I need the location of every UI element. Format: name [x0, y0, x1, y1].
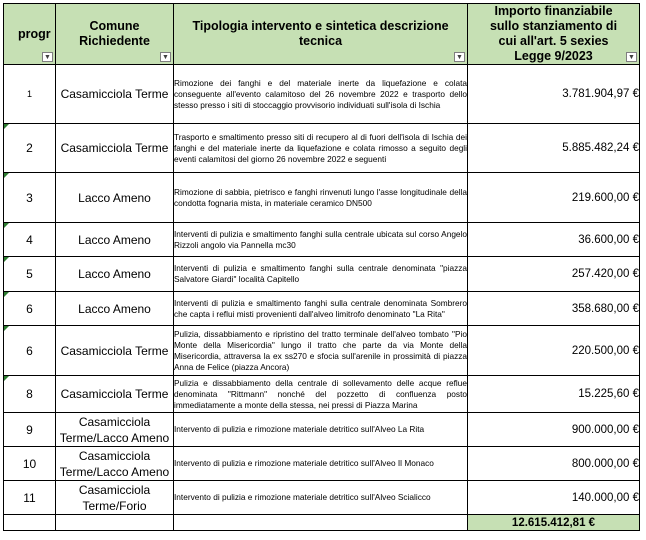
dropdown-arrow-icon[interactable]: ▼ — [160, 52, 171, 62]
importo-cell: 257.420,00 € — [468, 257, 640, 292]
progr-text: 2 — [26, 141, 33, 155]
desc-text: Interventi di pulizia e smaltimento fanghi sulla centrale denominata Sombrero che capta i reflui misti provenienti dall'alveo limitrofo denominato "La Rita" — [174, 297, 467, 319]
importo-cell: 219.600,00 € — [468, 173, 640, 223]
total-row — [4, 515, 640, 531]
comune-cell: Casamicciola Terme — [56, 376, 174, 413]
desc-text: Rimozione di sabbia, pietrisco e fanghi rinvenuti lungo l'asse longitudinale della condotta fognaria mista, in materiale ceramico DN500 — [174, 186, 467, 208]
error-indicator-icon — [4, 257, 9, 262]
desc-cell — [174, 447, 468, 481]
desc-text: Intervento di pulizia e rimozione materiale detritico sull'Alveo La Rita — [174, 424, 425, 434]
progr-cell — [4, 326, 56, 376]
desc-text: Rimozione dei fanghi e del materiale inerte da liquefazione e colata conseguente all'evento calamitoso del 26 novembre 2022 e trasporto dello stesso presso i siti di stoccaggio provvisorio individuati sull'isola di Ischia — [174, 77, 467, 110]
table-row — [4, 65, 640, 124]
desc-cell — [174, 413, 468, 447]
table-row — [4, 257, 640, 292]
desc-text: Intervento di pulizia e rimozione materiale detritico sull'Alveo Il Monaco — [174, 458, 434, 468]
dropdown-arrow-icon[interactable]: ▼ — [42, 52, 53, 62]
desc-text: Interventi di pulizia e smaltimento fanghi sulla centrale ubicata sul corso Angelo Rizzoli angolo via Pannella mc30 — [174, 228, 467, 250]
table-row — [4, 326, 640, 376]
desc-text: Pulizia e dissabbiamento della centrale di sollevamento delle acque reflue denominata "Rittmann" nonché del pozzetto di confluenza posto immediatamente a monte della stessa, nei pressi di Piazza Marina — [174, 377, 467, 410]
error-indicator-icon — [4, 326, 9, 331]
desc-cell — [174, 65, 468, 124]
error-indicator-icon — [4, 124, 9, 129]
table-row — [4, 481, 640, 515]
desc-cell — [174, 173, 468, 223]
table-row — [4, 292, 640, 326]
header-row — [4, 4, 640, 65]
desc-text: Interventi di pulizia e smaltimento fanghi sulla centrale denominata "piazza Salvatore Giardi" località Capitello — [174, 263, 467, 284]
table-row — [4, 447, 640, 481]
table-row — [4, 173, 640, 223]
progr-cell — [4, 257, 56, 292]
progr-cell — [4, 124, 56, 173]
importo-cell: 900.000,00 € — [468, 413, 640, 447]
error-indicator-icon — [4, 376, 9, 381]
progr-cell — [4, 292, 56, 326]
header-importo-label: Importo finanziabile sullo stanziamento di cui all'art. 5 sexies Legge 9/2023 — [489, 4, 618, 63]
desc-cell — [174, 376, 468, 413]
importo-cell: 15.225,60 € — [468, 376, 640, 413]
importo-cell: 140.000,00 € — [468, 481, 640, 515]
importo-cell: 220.500,00 € — [468, 326, 640, 376]
progr-cell — [4, 376, 56, 413]
error-indicator-icon — [4, 223, 9, 228]
header-comune — [56, 4, 174, 65]
table-row — [4, 223, 640, 257]
comune-cell: Lacco Ameno — [56, 257, 174, 292]
total-empty-cell — [174, 515, 468, 531]
progr-text: 5 — [26, 267, 33, 281]
importo-cell: 3.781.904,97 € — [468, 65, 640, 124]
desc-text: Trasporto e smaltimento presso siti di recupero al di fuori dell'isola di Ischia dei fanghi e del materiale inerte da liquefazione e colata rimosso a seguito degli eventi calamitosi del giorno 26 novembre 2022 e seguenti — [174, 131, 467, 164]
header-tipologia-label: Tipologia intervento e sintetica descrizione tecnica — [192, 19, 449, 48]
table-row — [4, 376, 640, 413]
header-comune-label: Comune Richiedente — [79, 19, 150, 48]
progr-cell: 11 — [4, 481, 56, 515]
progr-text: 3 — [26, 190, 33, 205]
header-importo — [468, 4, 640, 65]
desc-cell — [174, 257, 468, 292]
progr-cell: 9 — [4, 413, 56, 447]
desc-cell — [174, 124, 468, 173]
progr-text: 8 — [26, 387, 33, 401]
comune-cell: Lacco Ameno — [56, 223, 174, 257]
error-indicator-icon — [4, 173, 9, 178]
comune-cell: Casamicciola Terme/Lacco Ameno — [56, 413, 174, 447]
importo-cell: 800.000,00 € — [468, 447, 640, 481]
dropdown-arrow-icon[interactable]: ▼ — [454, 52, 465, 62]
progr-text: 4 — [26, 232, 33, 247]
desc-cell — [174, 326, 468, 376]
desc-text: Intervento di pulizia e rimozione materiale detritico sull'Alveo Scialicco — [174, 492, 431, 502]
importo-cell: 358.680,00 € — [468, 292, 640, 326]
progr-cell — [4, 173, 56, 223]
table-row — [4, 413, 640, 447]
desc-cell — [174, 481, 468, 515]
total-empty-cell — [4, 515, 56, 531]
importo-cell: 36.600,00 € — [468, 223, 640, 257]
progr-text: 6 — [26, 301, 33, 316]
header-progr-label: progr — [18, 26, 51, 41]
header-progr — [4, 4, 56, 65]
progr-cell — [4, 223, 56, 257]
error-indicator-icon — [4, 292, 9, 297]
desc-cell — [174, 223, 468, 257]
comune-cell: Casamicciola Terme — [56, 65, 174, 124]
comune-cell: Casamicciola Terme/Lacco Ameno — [56, 447, 174, 481]
desc-text: Pulizia, dissabbiamento e ripristino del tratto terminale dell'alveo tombato "Pio Monte della Misericordia" lungo il tratto che parte da via Monte della Misericordia, attraversa la ex ss270 e sfocia sull'arenile in prossimità di piazza Anna de Felice (piazza Ancora) — [174, 328, 467, 372]
comune-cell: Casamicciola Terme — [56, 124, 174, 173]
header-tipologia — [174, 4, 468, 65]
progr-cell: 10 — [4, 447, 56, 481]
comune-cell: Casamicciola Terme — [56, 326, 174, 376]
dropdown-arrow-icon[interactable]: ▼ — [626, 52, 637, 62]
total-empty-cell — [56, 515, 174, 531]
table-row — [4, 124, 640, 173]
total-amount: 12.615.412,81 € — [468, 515, 640, 531]
comune-cell: Casamicciola Terme/Forio — [56, 481, 174, 515]
progr-text: 6 — [26, 343, 33, 358]
comune-cell: Lacco Ameno — [56, 173, 174, 223]
desc-cell — [174, 292, 468, 326]
importo-cell: 5.885.482,24 € — [468, 124, 640, 173]
interventions-table — [3, 3, 640, 531]
comune-cell: Lacco Ameno — [56, 292, 174, 326]
progr-cell: 1 — [4, 65, 56, 124]
